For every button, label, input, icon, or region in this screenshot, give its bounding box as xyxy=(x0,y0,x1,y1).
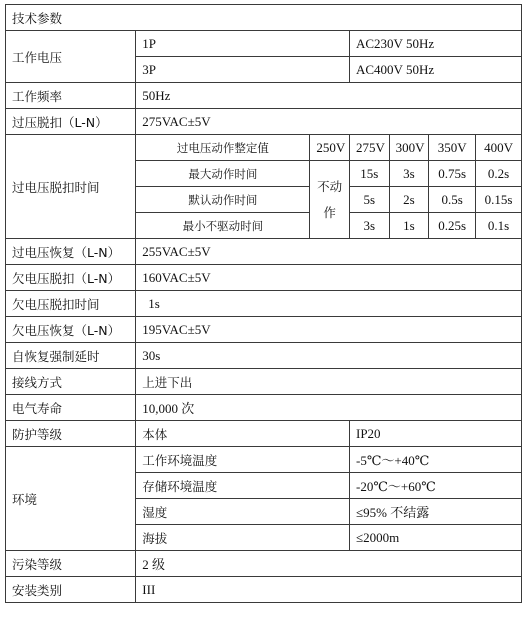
min-time-350v: 0.25s xyxy=(429,213,476,239)
max-trip-time-label: 最大动作时间 xyxy=(136,161,310,187)
default-time-300v: 2s xyxy=(389,187,429,213)
voltage-350v: 350V xyxy=(429,135,476,161)
overvoltage-trip-row xyxy=(6,109,522,135)
working-frequency-row xyxy=(6,83,522,109)
phase-3p: 3P xyxy=(136,57,350,83)
humidity-value: ≤95% 不结露 xyxy=(349,499,521,525)
working-voltage-row-1p xyxy=(6,31,522,57)
default-time-275v: 5s xyxy=(349,187,389,213)
title-row xyxy=(6,5,522,31)
trip-time-header-row xyxy=(6,135,522,161)
undervoltage-trip-row xyxy=(6,265,522,291)
protection-class-value: IP20 xyxy=(349,421,521,447)
environment-row-operating xyxy=(6,447,522,473)
undervoltage-recovery-value: 195VAC±5V xyxy=(136,317,522,343)
voltage-400v: 400V xyxy=(476,135,522,161)
table-title: 技术参数 xyxy=(6,5,522,31)
voltage-300v: 300V xyxy=(389,135,429,161)
pollution-degree-label: 污染等级 xyxy=(6,551,136,577)
undervoltage-trip-value: 160VAC±5V xyxy=(136,265,522,291)
min-time-300v: 1s xyxy=(389,213,429,239)
overvoltage-recovery-value: 255VAC±5V xyxy=(136,239,522,265)
min-no-drive-time-label: 最小不驱动时间 xyxy=(136,213,310,239)
undervoltage-recovery-label: 欠电压恢复（L-N） xyxy=(6,317,136,343)
protection-class-part: 本体 xyxy=(136,421,350,447)
undervoltage-trip-time-label: 欠电压脱扣时间 xyxy=(6,291,136,317)
pollution-degree-row xyxy=(6,551,522,577)
working-frequency-value: 50Hz xyxy=(136,83,522,109)
working-voltage-label: 工作电压 xyxy=(6,31,136,83)
overvoltage-trip-time-label: 过电压脱扣时间 xyxy=(6,135,136,239)
storage-temp-label: 存储环境温度 xyxy=(136,473,350,499)
default-trip-time-label: 默认动作时间 xyxy=(136,187,310,213)
installation-category-row xyxy=(6,577,522,603)
electrical-life-label: 电气寿命 xyxy=(6,395,136,421)
not-act-text-1: 不动 xyxy=(317,178,343,194)
wiring-method-row xyxy=(6,369,522,395)
default-time-350v: 0.5s xyxy=(429,187,476,213)
not-act-text-2: 作 xyxy=(323,204,336,220)
self-recovery-delay-value: 30s xyxy=(136,343,522,369)
overvoltage-trip-label: 过压脱扣（L-N） xyxy=(6,109,136,135)
undervoltage-trip-label: 欠电压脱扣（L-N） xyxy=(6,265,136,291)
undervoltage-recovery-row xyxy=(6,317,522,343)
electrical-life-row xyxy=(6,395,522,421)
self-recovery-delay-row xyxy=(6,343,522,369)
voltage-275v: 275V xyxy=(349,135,389,161)
min-time-275v: 3s xyxy=(349,213,389,239)
pollution-degree-value: 2 级 xyxy=(136,551,522,577)
voltage-250v: 250V xyxy=(310,135,350,161)
not-act-cell xyxy=(310,161,350,239)
environment-label: 环境 xyxy=(6,447,136,551)
phase-1p: 1P xyxy=(136,31,350,57)
installation-category-value: III xyxy=(136,577,522,603)
working-frequency-label: 工作频率 xyxy=(6,83,136,109)
max-time-350v: 0.75s xyxy=(429,161,476,187)
self-recovery-delay-label: 自恢复强制延时 xyxy=(6,343,136,369)
installation-category-label: 安装类别 xyxy=(6,577,136,603)
phase-3p-value: AC400V 50Hz xyxy=(349,57,521,83)
max-time-275v: 15s xyxy=(349,161,389,187)
altitude-value: ≤2000m xyxy=(349,525,521,551)
operating-temp-label: 工作环境温度 xyxy=(136,447,350,473)
overvoltage-recovery-row xyxy=(6,239,522,265)
protection-class-label: 防护等级 xyxy=(6,421,136,447)
altitude-label: 海拔 xyxy=(136,525,350,551)
phase-1p-value: AC230V 50Hz xyxy=(349,31,521,57)
protection-class-row xyxy=(6,421,522,447)
overvoltage-trip-value: 275VAC±5V xyxy=(136,109,522,135)
overvoltage-recovery-label: 过电压恢复（L-N） xyxy=(6,239,136,265)
trip-setting-header: 过电压动作整定值 xyxy=(136,135,310,161)
max-time-400v: 0.2s xyxy=(476,161,522,187)
wiring-method-value: 上进下出 xyxy=(136,369,522,395)
default-time-400v: 0.15s xyxy=(476,187,522,213)
spec-table xyxy=(5,4,522,603)
wiring-method-label: 接线方式 xyxy=(6,369,136,395)
max-time-300v: 3s xyxy=(389,161,429,187)
undervoltage-trip-time-value: 1s xyxy=(136,291,522,317)
min-time-400v: 0.1s xyxy=(476,213,522,239)
electrical-life-value: 10,000 次 xyxy=(136,395,522,421)
operating-temp-value: -5℃～+40℃ xyxy=(349,447,521,473)
undervoltage-trip-time-row xyxy=(6,291,522,317)
humidity-label: 湿度 xyxy=(136,499,350,525)
storage-temp-value: -20℃～+60℃ xyxy=(349,473,521,499)
